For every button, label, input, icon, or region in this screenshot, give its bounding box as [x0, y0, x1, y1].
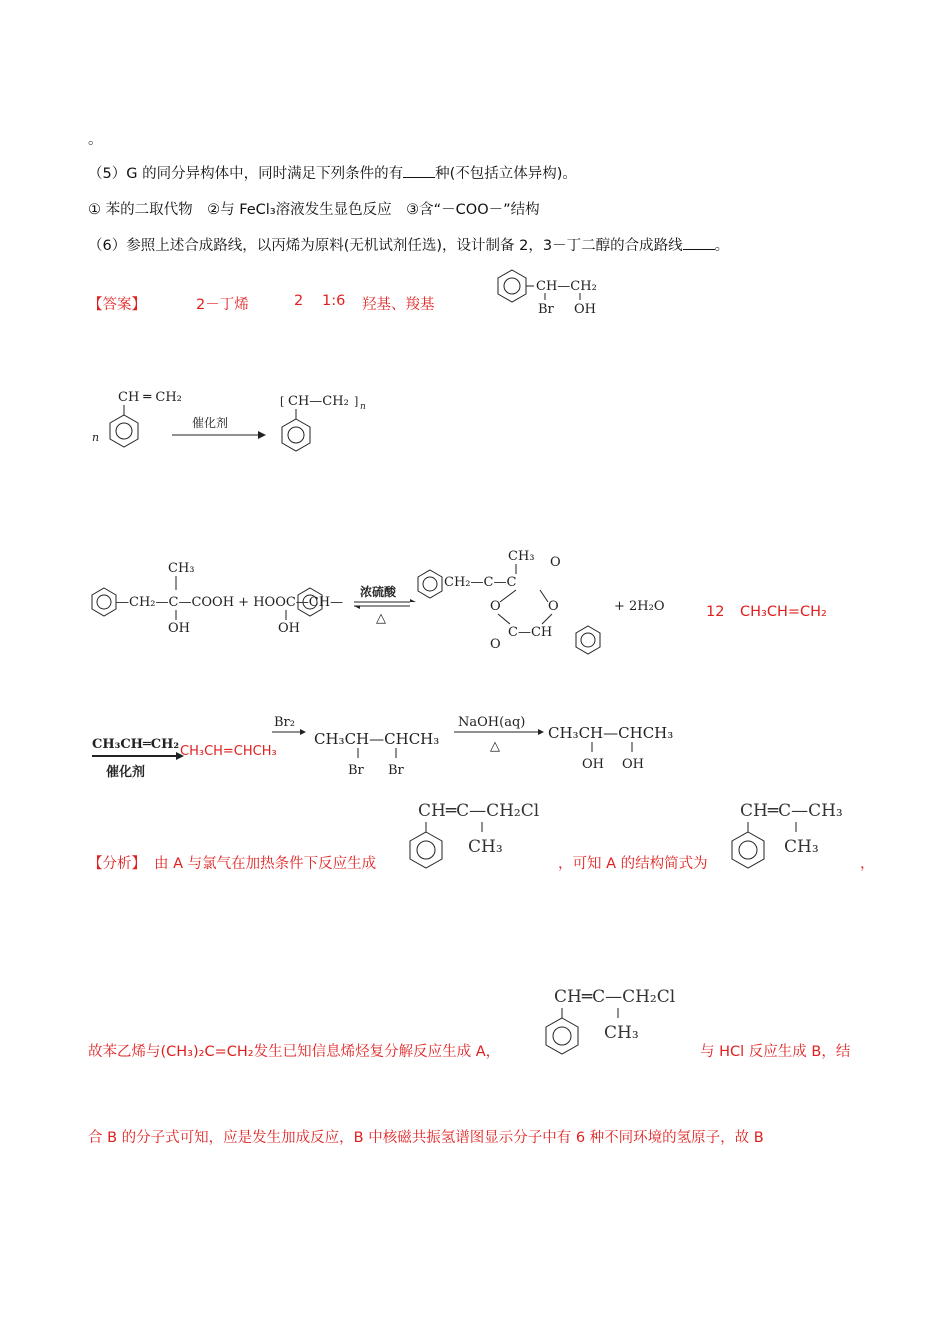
answer-4: 羟基、羧基 — [362, 297, 435, 313]
benzene-ring-icon — [110, 415, 138, 447]
route-catalyst: 催化剂 — [106, 765, 146, 780]
route-end: CH₃CH—CHCH₃ — [548, 724, 674, 742]
route-naoh: NaOH(aq) — [458, 715, 526, 730]
question-6 — [88, 234, 729, 255]
analysis-p1a: 由 A 与氯气在加热条件下反应生成 — [154, 856, 377, 872]
ring-o-top: O — [550, 555, 561, 570]
analysis-label: 【分析】 — [88, 856, 146, 872]
ester-oh2: OH — [278, 621, 300, 636]
struct-b-top: CH—CH₂ — [536, 279, 597, 294]
benzene-ring-icon — [410, 832, 442, 868]
ring-o-right: O — [548, 599, 559, 614]
struct-cl-top-2: CH═C—CH₂Cl — [554, 987, 676, 1007]
ring-bottom: C—CH — [508, 625, 553, 640]
route-br2: Br₂ — [274, 715, 295, 730]
struct-a-ch3: CH₃ — [784, 837, 819, 857]
catalyst-label: 催化剂 — [192, 416, 229, 430]
ester-water: + 2H₂O — [614, 599, 665, 614]
ring-ch2c: CH₂—C—C — [444, 575, 517, 590]
ester-ch3: CH₃ — [168, 561, 195, 576]
svg-text:[: [ — [280, 395, 285, 408]
n-coefficient: n — [92, 431, 100, 444]
question-6-suffix: 。 — [714, 238, 730, 254]
struct-b-oh: OH — [574, 302, 596, 317]
benzene-ring-icon — [498, 270, 526, 302]
structure-chloro-2 — [540, 984, 700, 1084]
analysis-p2a: 故苯乙烯与(CH₃)₂C=CH₂发生已知信息烯烃复分解反应生成 A， — [88, 1044, 501, 1060]
route-mid: CH₃CH—CHCH₃ — [314, 730, 440, 748]
reagent-h2so4: 浓硫酸 — [360, 585, 397, 599]
benzene-ring-icon — [92, 588, 116, 616]
monomer: CH ═ CH₂ — [118, 390, 182, 405]
ring-ch3: CH₃ — [508, 549, 535, 564]
answer-label: 【答案】 — [88, 297, 146, 313]
benzene-ring-icon — [282, 419, 310, 451]
question-5-prefix: （5）G 的同分异构体中，同时满足下列条件的有 — [88, 166, 404, 182]
answer-3: 1:6 — [322, 293, 346, 309]
svg-text:]: ] — [354, 395, 359, 408]
polymer-product: CH—CH₂ — [288, 394, 349, 409]
structure-bromo-alcohol — [488, 262, 618, 322]
question-6-prefix: （6）参照上述合成路线，以丙烯为原料(无机试剂任选)，设计制备 2，3－丁二醇的合成路线 — [88, 238, 683, 254]
route-br-a: Br — [348, 763, 364, 778]
arrow-icon — [258, 431, 266, 439]
struct-cl-ch3-2: CH₃ — [604, 1023, 639, 1043]
benzene-ring-icon — [418, 570, 442, 598]
answer-2: 2 — [294, 293, 304, 309]
structure-a — [726, 796, 866, 896]
analysis-p3: 合 B 的分子式可知，应是发生加成反应，B 中核磁共振氢谱图显示分子中有 6 种不同环境的氢原子，故 B — [88, 1130, 764, 1146]
answer-5: 12 — [706, 604, 725, 620]
route-br-b: Br — [388, 763, 404, 778]
answer-7: CH₃CH=CHCH₃ — [180, 744, 277, 759]
analysis-p1c: ， — [860, 856, 875, 872]
benzene-ring-icon — [576, 626, 600, 654]
analysis-p1b: ，可知 A 的结构简式为 — [558, 856, 708, 872]
route-heat: △ — [490, 739, 500, 754]
answer-blank — [683, 237, 715, 250]
conditions-line: ① 苯的二取代物 ②与 FeCl₃溶液发生显色反应 ③含“－COO－”结构 — [88, 202, 540, 218]
esterification-equation — [88, 548, 708, 652]
struct-a-top: CH═C—CH₃ — [740, 801, 843, 821]
benzene-ring-icon — [546, 1018, 578, 1054]
ester-oh1: OH — [168, 621, 190, 636]
question-5 — [88, 162, 577, 183]
question-5-suffix: 种(不包括立体异构)。 — [435, 166, 577, 182]
analysis-p2b: 与 HCl 反应生成 B，结 — [700, 1044, 851, 1060]
route-oh-a: OH — [582, 757, 604, 772]
structure-chloro — [404, 796, 564, 896]
benzene-ring-icon — [732, 832, 764, 868]
n-subscript: n — [360, 402, 366, 412]
ring-o-left: O — [490, 599, 501, 614]
struct-cl-ch3: CH₃ — [468, 837, 503, 857]
ester-heat: △ — [376, 611, 386, 626]
answer-blank — [403, 165, 435, 178]
route-start: CH₃CH═CH₂ — [92, 737, 180, 752]
polymerization-equation — [88, 385, 388, 475]
ester-left: —CH₂—C—COOH + HOOC—CH— — [116, 595, 344, 610]
route-oh-b: OH — [622, 757, 644, 772]
answer-1: 2－丁烯 — [196, 297, 249, 313]
struct-cl-top: CH═C—CH₂Cl — [418, 801, 540, 821]
ring-o-bottom: O — [490, 637, 501, 652]
answer-6: CH₃CH=CH₂ — [740, 604, 827, 620]
struct-b-br: Br — [538, 302, 554, 317]
question-dot: 。 — [88, 132, 103, 148]
